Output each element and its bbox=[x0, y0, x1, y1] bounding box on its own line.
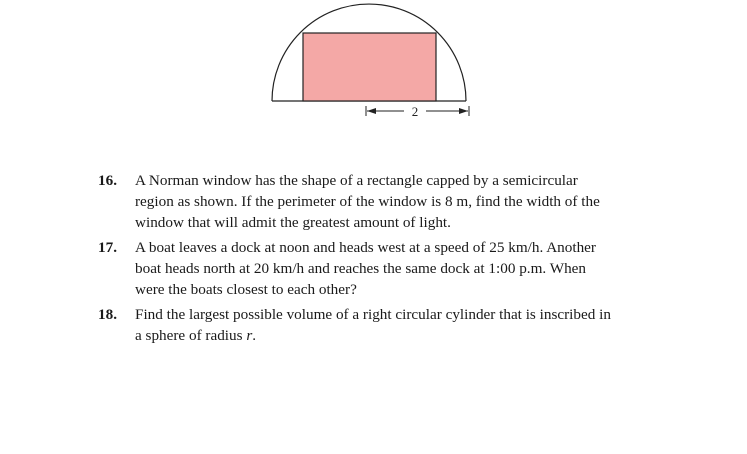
dimension-arrow-left bbox=[367, 108, 376, 114]
problem-text bbox=[135, 304, 618, 346]
inscribed-rectangle bbox=[303, 33, 436, 101]
semicircle-figure bbox=[0, 0, 747, 130]
problem-16 bbox=[98, 170, 618, 233]
radius-variable: r bbox=[246, 327, 253, 344]
dimension-label: 2 bbox=[411, 104, 419, 119]
dimension-arrow-right bbox=[459, 108, 468, 114]
problem-number: 16. bbox=[98, 172, 117, 189]
problem-number: 17. bbox=[98, 239, 117, 256]
problem-text: A Norman window has the shape of a rectangle capped by a semicircular region as shown. If the perimeter of the window is 8 m, find the width of the window that will admit the greatest amount of light. bbox=[135, 172, 600, 231]
problem-number: 18. bbox=[98, 306, 117, 323]
problem-text-after: . bbox=[252, 327, 257, 344]
problem-17 bbox=[98, 237, 618, 300]
problem-text: A boat leaves a dock at noon and heads west at a speed of 25 km/h. Another boat heads north at 20 km/h and reaches the same dock at 1:00 p.m. When were the boats closest to each other? bbox=[135, 239, 596, 298]
problem-18 bbox=[98, 304, 618, 346]
problem-list bbox=[98, 170, 618, 350]
problem-text-before: Find the largest possible volume of a right circular cylinder that is inscribed in a sphere of radius bbox=[135, 306, 611, 344]
